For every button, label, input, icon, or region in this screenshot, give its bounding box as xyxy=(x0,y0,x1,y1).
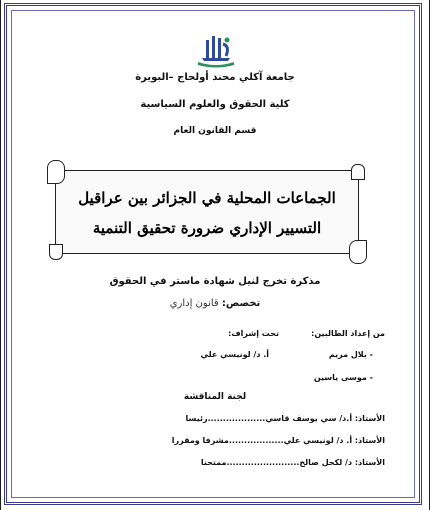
committee-member-2-name: الأستاذ: أ. د/ لونيسي علي xyxy=(283,436,385,445)
committee-member-1-role: رئيسا xyxy=(185,414,208,423)
committee-member-2-dots: .................. xyxy=(228,436,284,445)
committee-member-1-name: الأستاذ: أ.د/ سي يوسف قاسي xyxy=(265,414,385,423)
scroll-curl-bottom-left xyxy=(49,244,63,260)
specialty-label: تخصص: xyxy=(221,298,261,309)
committee-member-2 xyxy=(172,436,385,445)
committee-member-3 xyxy=(201,458,385,467)
committee-member-3-name: الأستاذ: د/ لكحل صالح xyxy=(299,458,385,467)
title-scroll-body xyxy=(55,170,359,254)
student-name-1: - بلال مريم xyxy=(328,350,373,359)
thesis-title-line-2: التسيير الإداري ضرورة تحقيق التنمية xyxy=(92,219,322,237)
student-name-2: - موسى ياسين xyxy=(313,373,373,382)
scroll-curl-top-left xyxy=(47,160,65,184)
specialty-line xyxy=(1,298,429,309)
university-name: جامعة آكلي محند أولحاج –البويرة xyxy=(135,72,295,83)
specialty-value: قانون إداري xyxy=(169,298,219,309)
supervisor-name: أ. د/ لونيسي علي xyxy=(200,350,269,359)
committee-title: لجنة المناقشة xyxy=(183,392,247,402)
scroll-curl-top-right xyxy=(351,164,365,180)
committee-member-3-dots: ........................ xyxy=(226,458,300,467)
committee-member-2-role: مشرفا ومقررا xyxy=(171,436,229,445)
faculty-name: كلية الحقوق والعلوم السياسية xyxy=(140,99,290,110)
committee-member-3-role: ممتحنا xyxy=(200,458,227,467)
thesis-title-line-1: الجماعات المحلية في الجزائر بين عراقيل xyxy=(78,189,336,207)
department-name: قسم القانون العام xyxy=(173,126,257,136)
committee-member-1 xyxy=(186,414,385,423)
supervision-label: تحت إشراف: xyxy=(228,329,279,338)
students-label: من إعداد الطالبين: xyxy=(311,329,385,338)
university-logo-icon xyxy=(192,32,240,68)
committee-member-1-dots: ................... xyxy=(207,414,266,423)
title-scroll xyxy=(47,160,367,264)
document-page xyxy=(1,0,429,510)
memo-subtitle: مذكرة تخرج لنيل شهادة ماستر في الحقوق xyxy=(109,276,321,287)
scroll-curl-bottom-right xyxy=(349,240,367,264)
